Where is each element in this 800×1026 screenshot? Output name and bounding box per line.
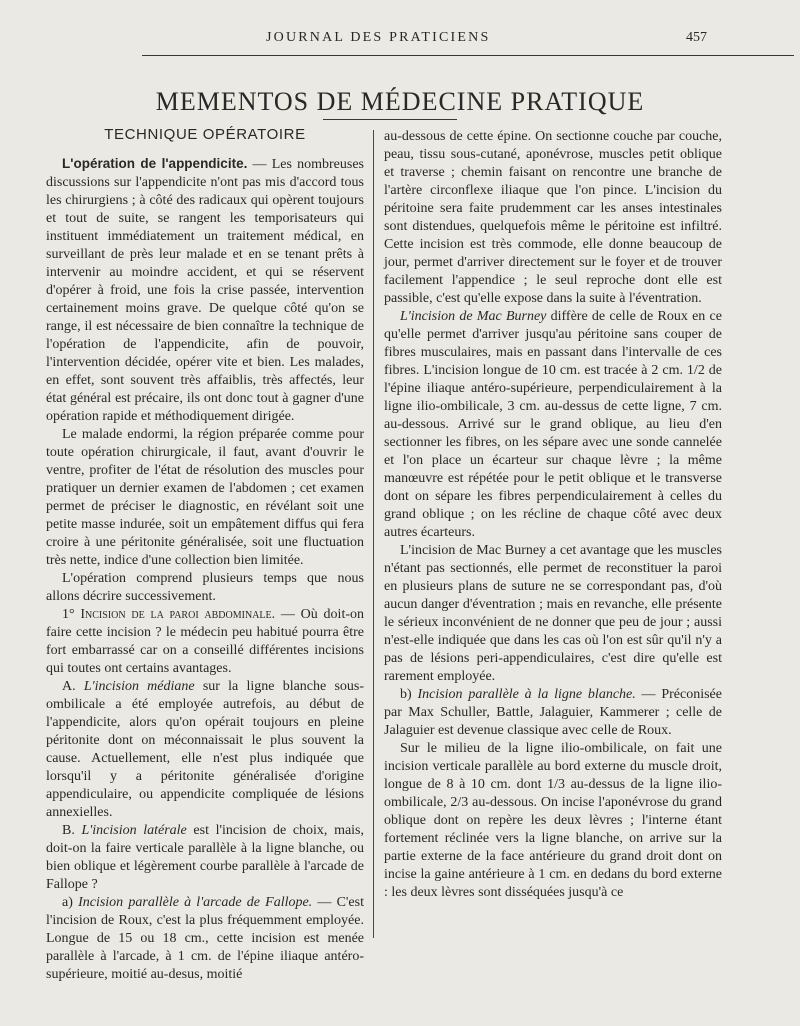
paragraph bbox=[46, 155, 364, 426]
item-prefix: a) bbox=[62, 895, 79, 910]
paragraph bbox=[46, 678, 364, 822]
paragraph bbox=[46, 606, 364, 678]
item-prefix: B. bbox=[62, 823, 82, 838]
journal-title: JOURNAL DES PRATICIENS bbox=[266, 30, 491, 45]
item-prefix: b) bbox=[400, 687, 418, 702]
header-rule bbox=[142, 55, 794, 56]
title-rule bbox=[323, 119, 457, 120]
paragraph: Le malade endormi, la région préparée comme pour toute opération chirurgicale, il faut, avant d'ouvrir le ventre, profiter de l'état de résolution des muscles pour pratiquer un dernier examen de l'abdomen ; cet examen permet de préciser le diagnostic, en révélant soit une petite masse indurée, soit un empâtement diffus qui fera croire à une péritonite généralisée, soit une fluctuation très nette, indice d'une collection bien limitée. bbox=[46, 427, 364, 568]
paragraph: au-dessous de cette épine. On sectionne couche par couche, peau, tissu sous-cutané, aponévrose, muscles petit oblique et traverse ; chemin faisant on rencontre une branche de l'artère circonflexe iliaque que l'on pince. L'incision du péritoine sera faite prudemment car les anses intestinales sont distendues, quelquefois même le péritoine est infiltré. Cette incision est très commode, elle donne beaucoup de jour, permet d'arriver directement sur le foyer et de trouver facilement l'appendice ; le seul reproche dont elle est passible, c'est qu'elle expose dans la suite à l'éventration. bbox=[384, 129, 722, 306]
paragraph-text: — Où doit-on faire cette incision ? le médecin peu habitué pourra être fort embarrassé car on a conseillé différentes incisions qui toutes ont certains avantages. bbox=[46, 607, 364, 676]
paragraph bbox=[384, 686, 722, 740]
paragraph: L'incision de Mac Burney a cet avantage que les muscles n'étant pas sectionnés, elle permet de reconstituer la paroi en plusieurs plans de suture ne se correspondant pas, d'où aucun danger d'éventration ; mais en revanche, elle présente le sérieux inconvénient de ne donner que peu de jour ; aussi n'est-elle indiquée que dans les cas où l'on est sûr qu'il n'y a pas de lésions peri-appendiculaires, c'est dire qu'elle est rarement employée. bbox=[384, 543, 722, 684]
page-number: 457 bbox=[686, 30, 707, 45]
italic-term: L'incision de Mac Burney bbox=[400, 309, 547, 324]
paragraph-text: sur la ligne blanche sous-ombilicale a été employée autrefois, au début de l'appendicite, alors qu'on opérait toujours en pleine péritonite dont on méconnaissait le plus souvent la cause. Actuellement, elle n'est plus indiquée que lorsqu'il y a péritonite généralisée d'origine appendiculaire, ou appendicite compliquée de lésions annexielles. bbox=[46, 679, 364, 820]
paragraph-text: — Préconisée par Max Schuller, Battle, Jalaguier, Kammerer ; celle de Jalaguier est devenue classique avec celle de Roux. bbox=[384, 687, 722, 738]
italic-term: Incision parallèle à la ligne blanche. bbox=[417, 687, 636, 702]
section-heading: TECHNIQUE OPÉRATOIRE bbox=[104, 126, 306, 143]
paragraph bbox=[384, 308, 722, 542]
left-column bbox=[46, 155, 364, 984]
running-head bbox=[0, 30, 800, 52]
italic-term: L'incision médiane bbox=[83, 679, 195, 694]
section-number: 1° bbox=[62, 607, 81, 622]
paragraph bbox=[46, 822, 364, 894]
paragraph bbox=[46, 894, 364, 984]
paragraph-text: diffère de celle de Roux en ce qu'elle permet d'arriver jusqu'au péritoine sans couper de fibres musculaires, mais en passant dans l'intervalle de ces fibres. L'incision longue de 10 cm. est tracée à 2 cm. 1/2 de l'épine iliaque antéro-supérieure, perpendiculairement à la ligne ilio-ombilicale, 3 cm. au-dessus de cette ligne, 7 cm. au-dessous. Arrivé sur le grand oblique, au lieu d'en sectionner les fibres, on les sépare avec une sonde cannelée et l'on place un écarteur sur chaque lèvre ; la même manœuvre est répétée pour le petit oblique et le transverse dont on sépare les fibres perpendiculairement à celles du grand oblique ; on les récline de chaque côté avec deux autres écarteurs. bbox=[384, 309, 722, 540]
page-title: MEMENTOS DE MÉDECINE PRATIQUE bbox=[155, 87, 645, 117]
paragraph-text: — Les nombreuses discussions sur l'appendicite n'ont pas mis d'accord tous les chirurgiens ; à côté des radicaux qui opèrent toujours et tout de suite, se rangent les temporisateurs qui instituent immédiatement un traitement médical, en surveillant de près leur malade et en se tenant prêts à intervenir au moindre accident, et qui se réservent d'opérer à froid, une fois la crise passée, intervention certainement moins grave. De quelque côté qu'on se range, il est nécessaire de bien connaître la technique de l'opération de l'appendicite, afin de pouvoir, l'intervention décidée, opérer vite et bien. Les malades, en effet, sont souvent très affaiblis, très affectés, leur état général est précaire, ils ont donc tout à gagner d'une opération rapide et méthodiquement dirigée. bbox=[46, 157, 364, 424]
italic-term: L'incision latérale bbox=[81, 823, 187, 838]
item-prefix: A. bbox=[62, 679, 84, 694]
paragraph-text: est l'incision de choix, mais, doit-on la faire verticale parallèle à la ligne blanche, ou bien oblique et légèrement courbe parallèle à l'arcade de Fallope ? bbox=[46, 823, 365, 892]
subsection-heading: Incision de la paroi abdominale. bbox=[80, 607, 276, 622]
paragraph-text: — C'est l'incision de Roux, c'est la plus fréquemment employée. Longue de 15 ou 18 cm., cette incision est menée parallèle à l'arcade, à 1 cm. de l'épine iliaque antéro-supérieure, moitié au-desus, moitié bbox=[46, 895, 364, 982]
article-lead: L'opération de l'appendicite. bbox=[62, 156, 248, 171]
right-column bbox=[384, 128, 722, 902]
column-divider bbox=[373, 130, 374, 938]
italic-term: Incision parallèle à l'arcade de Fallope. bbox=[78, 895, 313, 910]
paragraph: Sur le milieu de la ligne ilio-ombilicale, on fait une incision verticale parallèle au bord externe du muscle droit, longue de 8 à 10 cm. dont 1/3 au-dessus de la ligne ilio-ombilicale, 2/3 au-dessous. On incise l'aponévrose du grand oblique dont on repère les deux lèvres ; l'interne étant fortement réclinée vers la ligne blanche, on arrive sur la partie externe de la face antérieure du grand droit dont on incise la gaine antérieure à 1 cm. en dedans du bord externe : les deux lèvres sont disséquées jusqu'à ce bbox=[384, 741, 722, 900]
paragraph: L'opération comprend plusieurs temps que nous allons décrire successivement. bbox=[46, 571, 364, 604]
